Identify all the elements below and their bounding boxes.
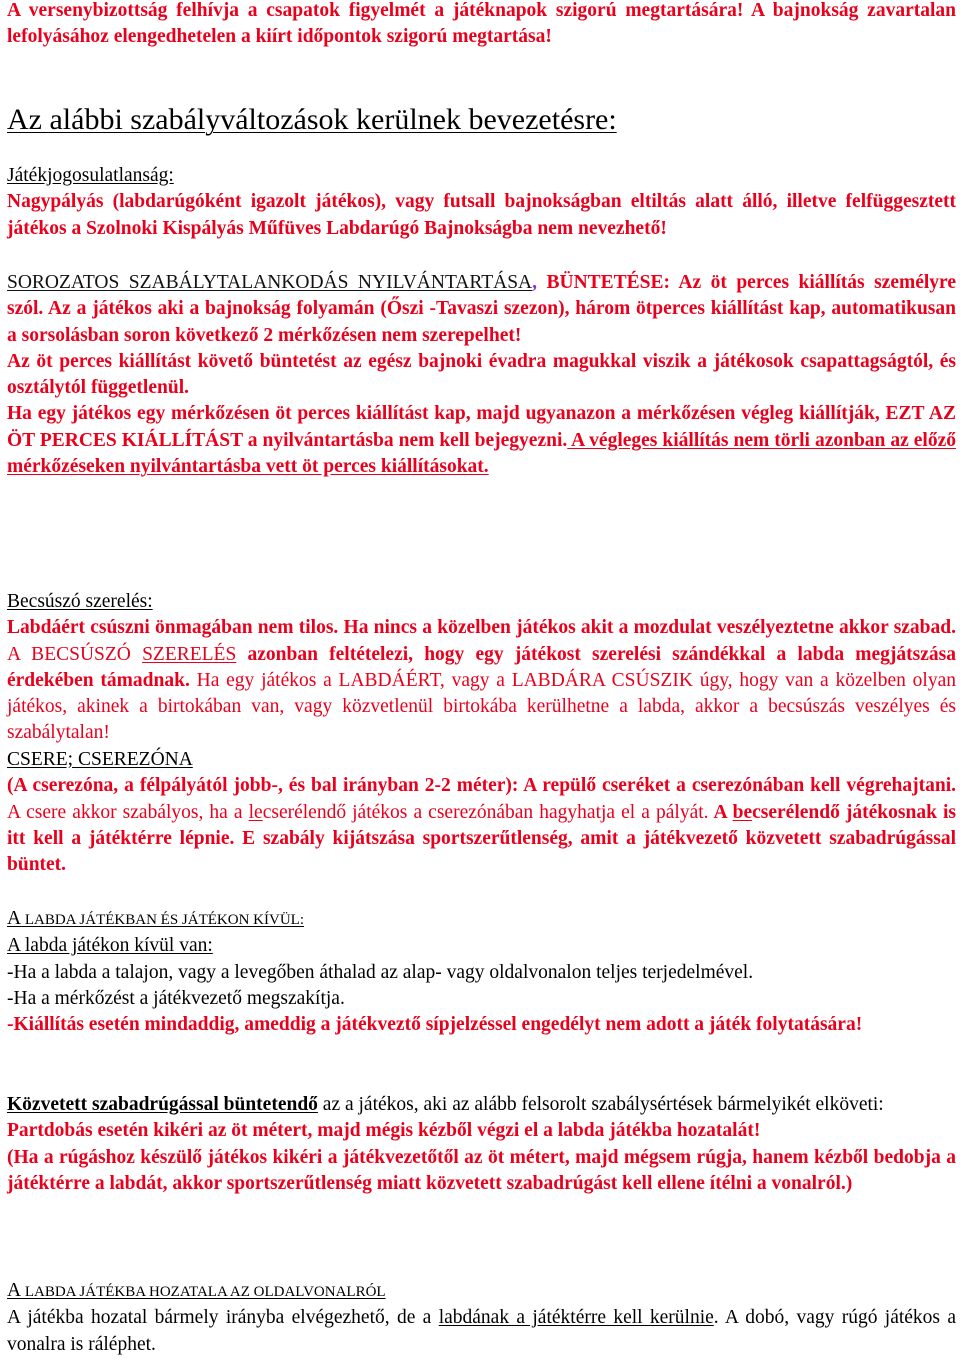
substitution-text3a: A	[708, 801, 733, 823]
ball-in-out-section	[7, 906, 956, 1038]
repeated-offense-section	[7, 270, 956, 480]
substitution-text4: E szabály kijátszása sportszerűtlenség, amit a játékvezető közvetett szabadrúgással büntet.	[7, 827, 956, 876]
throw-in-title-first: A	[7, 1280, 22, 1301]
ball-in-out-title-rest: LABDA JÁTÉKBAN ÉS JÁTÉKON KÍVÜL:	[21, 912, 304, 928]
sliding-tackle-title: Becsúszó szerelés:	[7, 591, 153, 612]
sliding-tackle-section	[7, 589, 956, 747]
eligibility-title: Játékjogosulatlanság:	[7, 165, 174, 186]
repeated-offense-title: SOROZATOS SZABÁLYTALANKODÁS NYILVÁNTARTÁSA	[7, 272, 533, 293]
indirect-free-kick-section	[7, 1092, 956, 1197]
indirect-free-kick-title: Közvetett szabadrúgással büntetendő	[7, 1094, 318, 1115]
ball-in-out-item2: -Ha a mérkőzést a játékvezető megszakítja.	[7, 987, 345, 1009]
repeated-offense-rule4: A végleges kiállítás nem törli azonban az előző mérkőzéseken nyilvántartásba vett öt perces kiállításokat.	[7, 429, 956, 478]
ball-in-out-item3: -Kiállítás esetén mindaddig, ameddig a játékveztő sípjelzéssel engedélyt nem adott a játék folytatására!	[7, 1014, 863, 1036]
ball-in-out-title	[7, 906, 956, 933]
repeated-offense-rule3: Ha egy játékos egy mérkőzésen öt perces kiállítást kap, majd ugyanazon a mérkőzésen végleg kiállítják, EZT AZ ÖT PERCES KIÁLLÍTÁST a nyilvántartásba nem kell bejegyezni.	[7, 403, 956, 451]
throw-in-text2: labdának a játéktérre kell kerülnie	[438, 1307, 714, 1329]
throw-in-text3: . A dobó, vagy rúgó játékos a vonalra is ráléphet.	[7, 1307, 957, 1355]
sliding-tackle-text3a: A BECSÚSZÓ	[7, 643, 143, 665]
eligibility-text: Nagypályás (labdarúgóként igazolt játékos), vagy futsall bajnokságban eltiltás alatt álló, illetve felfüggesztett játékos a Szolnoki Kispályás Műfüves Labdarúgó Bajnokságba nem nevezhető!	[7, 191, 956, 239]
repeated-offense-comma: ,	[532, 272, 538, 293]
repeated-offense-penalty: BÜNTETÉSE: Az öt perces kiállítás személyre szól.	[7, 272, 956, 320]
rules-heading: Az alábbi szabályváltozások kerülnek bevezetésre:	[7, 103, 617, 136]
sliding-tackle-text2: Ha nincs a közelben játékos akit a mozdulat veszélyeztetne akkor szabad.	[338, 617, 956, 639]
indirect-free-kick-item2: (Ha a rúgáshoz készülő játékos kikéri a játékvezetőtől az öt métert, majd mégsem rúgja, hanem kézből bedobja a játéktérre a labdát, akkor sportszerűtlenség miatt közvetett szabadrúgást kell ellene ítélni a vonalról.)	[7, 1146, 956, 1194]
intro-notice	[7, 0, 956, 51]
indirect-free-kick-item1: Partdobás esetén kikéri az öt métert, majd mégis kézből végzi el a labda játékba hozatalát!	[7, 1120, 761, 1142]
throw-in-title	[7, 1278, 956, 1305]
repeated-offense-rule2: Az öt perces kiállítást követő büntetést az egész bajnoki évadra magukkal viszik a játékosok csapattagságtól, és osztálytól függetlenül.	[7, 350, 956, 399]
ball-in-out-subtitle: A labda játékon kívül van:	[7, 935, 213, 957]
intro-text: A versenybizottság felhívja a csapatok figyelmét a játéknapok szigorú megtartására! A bajnokság zavartalan lefolyásához elengedhetelen a kiírt időpontok szigorú megtartása!	[7, 0, 956, 48]
sliding-tackle-text3c: azonban feltételezi, hogy egy játékost szerelési szándékkal a labda megjátszása érdekében támadnak.	[7, 643, 956, 691]
substitution-text2a: A csere akkor szabályos, ha a	[7, 801, 249, 823]
throw-in-title-rest: LABDA JÁTÉKBA HOZATALA AZ OLDALVONALRÓL	[21, 1284, 386, 1300]
substitution-text2c: cserélendő játékos a cserezónában hagyhatja el a pályát.	[262, 801, 709, 823]
sliding-tackle-text3b: SZERELÉS	[142, 643, 237, 665]
sliding-tackle-text4: Ha egy játékos a LABDÁÉRT, vagy a LABDÁRA CSÚSZIK úgy, hogy van a közelben olyan játékos, akinek a birtokában van, vagy közvetlenül birtokába kerülhetne a labda, akkor a becsúszás veszélyes és szabálytalan!	[7, 669, 956, 744]
substitution-text2b: le	[248, 801, 263, 823]
substitution-title: CSERE; CSEREZÓNA	[7, 749, 193, 770]
throw-in-section	[7, 1278, 956, 1358]
eligibility-section	[7, 163, 956, 242]
indirect-free-kick-text: az a játékos, aki az alább felsorolt szabálysértések bármelyikét elköveti:	[317, 1094, 884, 1115]
throw-in-text1: A játékba hozatal bármely irányba elvégezhető, de a	[7, 1307, 439, 1329]
substitution-section	[7, 747, 956, 878]
sliding-tackle-text1: Labdáért csúszni önmagában nem tilos.	[7, 617, 339, 639]
substitution-text1: (A cserezóna, a félpályától jobb-, és bal irányban 2-2 méter): A repülő cseréket a cserezónában kell végrehajtani.	[7, 775, 956, 797]
ball-in-out-title-first: A	[7, 908, 22, 929]
substitution-text3b: be	[732, 801, 753, 823]
repeated-offense-rule1: Az a játékos aki a bajnokság folyamán (Őszi -Tavaszi szezon), három ötperces kiállítást kap, automatikusan a sorsolásban soron következő 2 mérkőzésen nem szerepelhet!	[7, 298, 956, 346]
ball-in-out-item1: -Ha a labda a talajon, vagy a levegőben áthalad az alap- vagy oldalvonalon teljes terjedelmével.	[7, 961, 754, 983]
substitution-text3c: cserélendő játékosnak is itt kell a játéktérre lépnie.	[7, 801, 956, 849]
